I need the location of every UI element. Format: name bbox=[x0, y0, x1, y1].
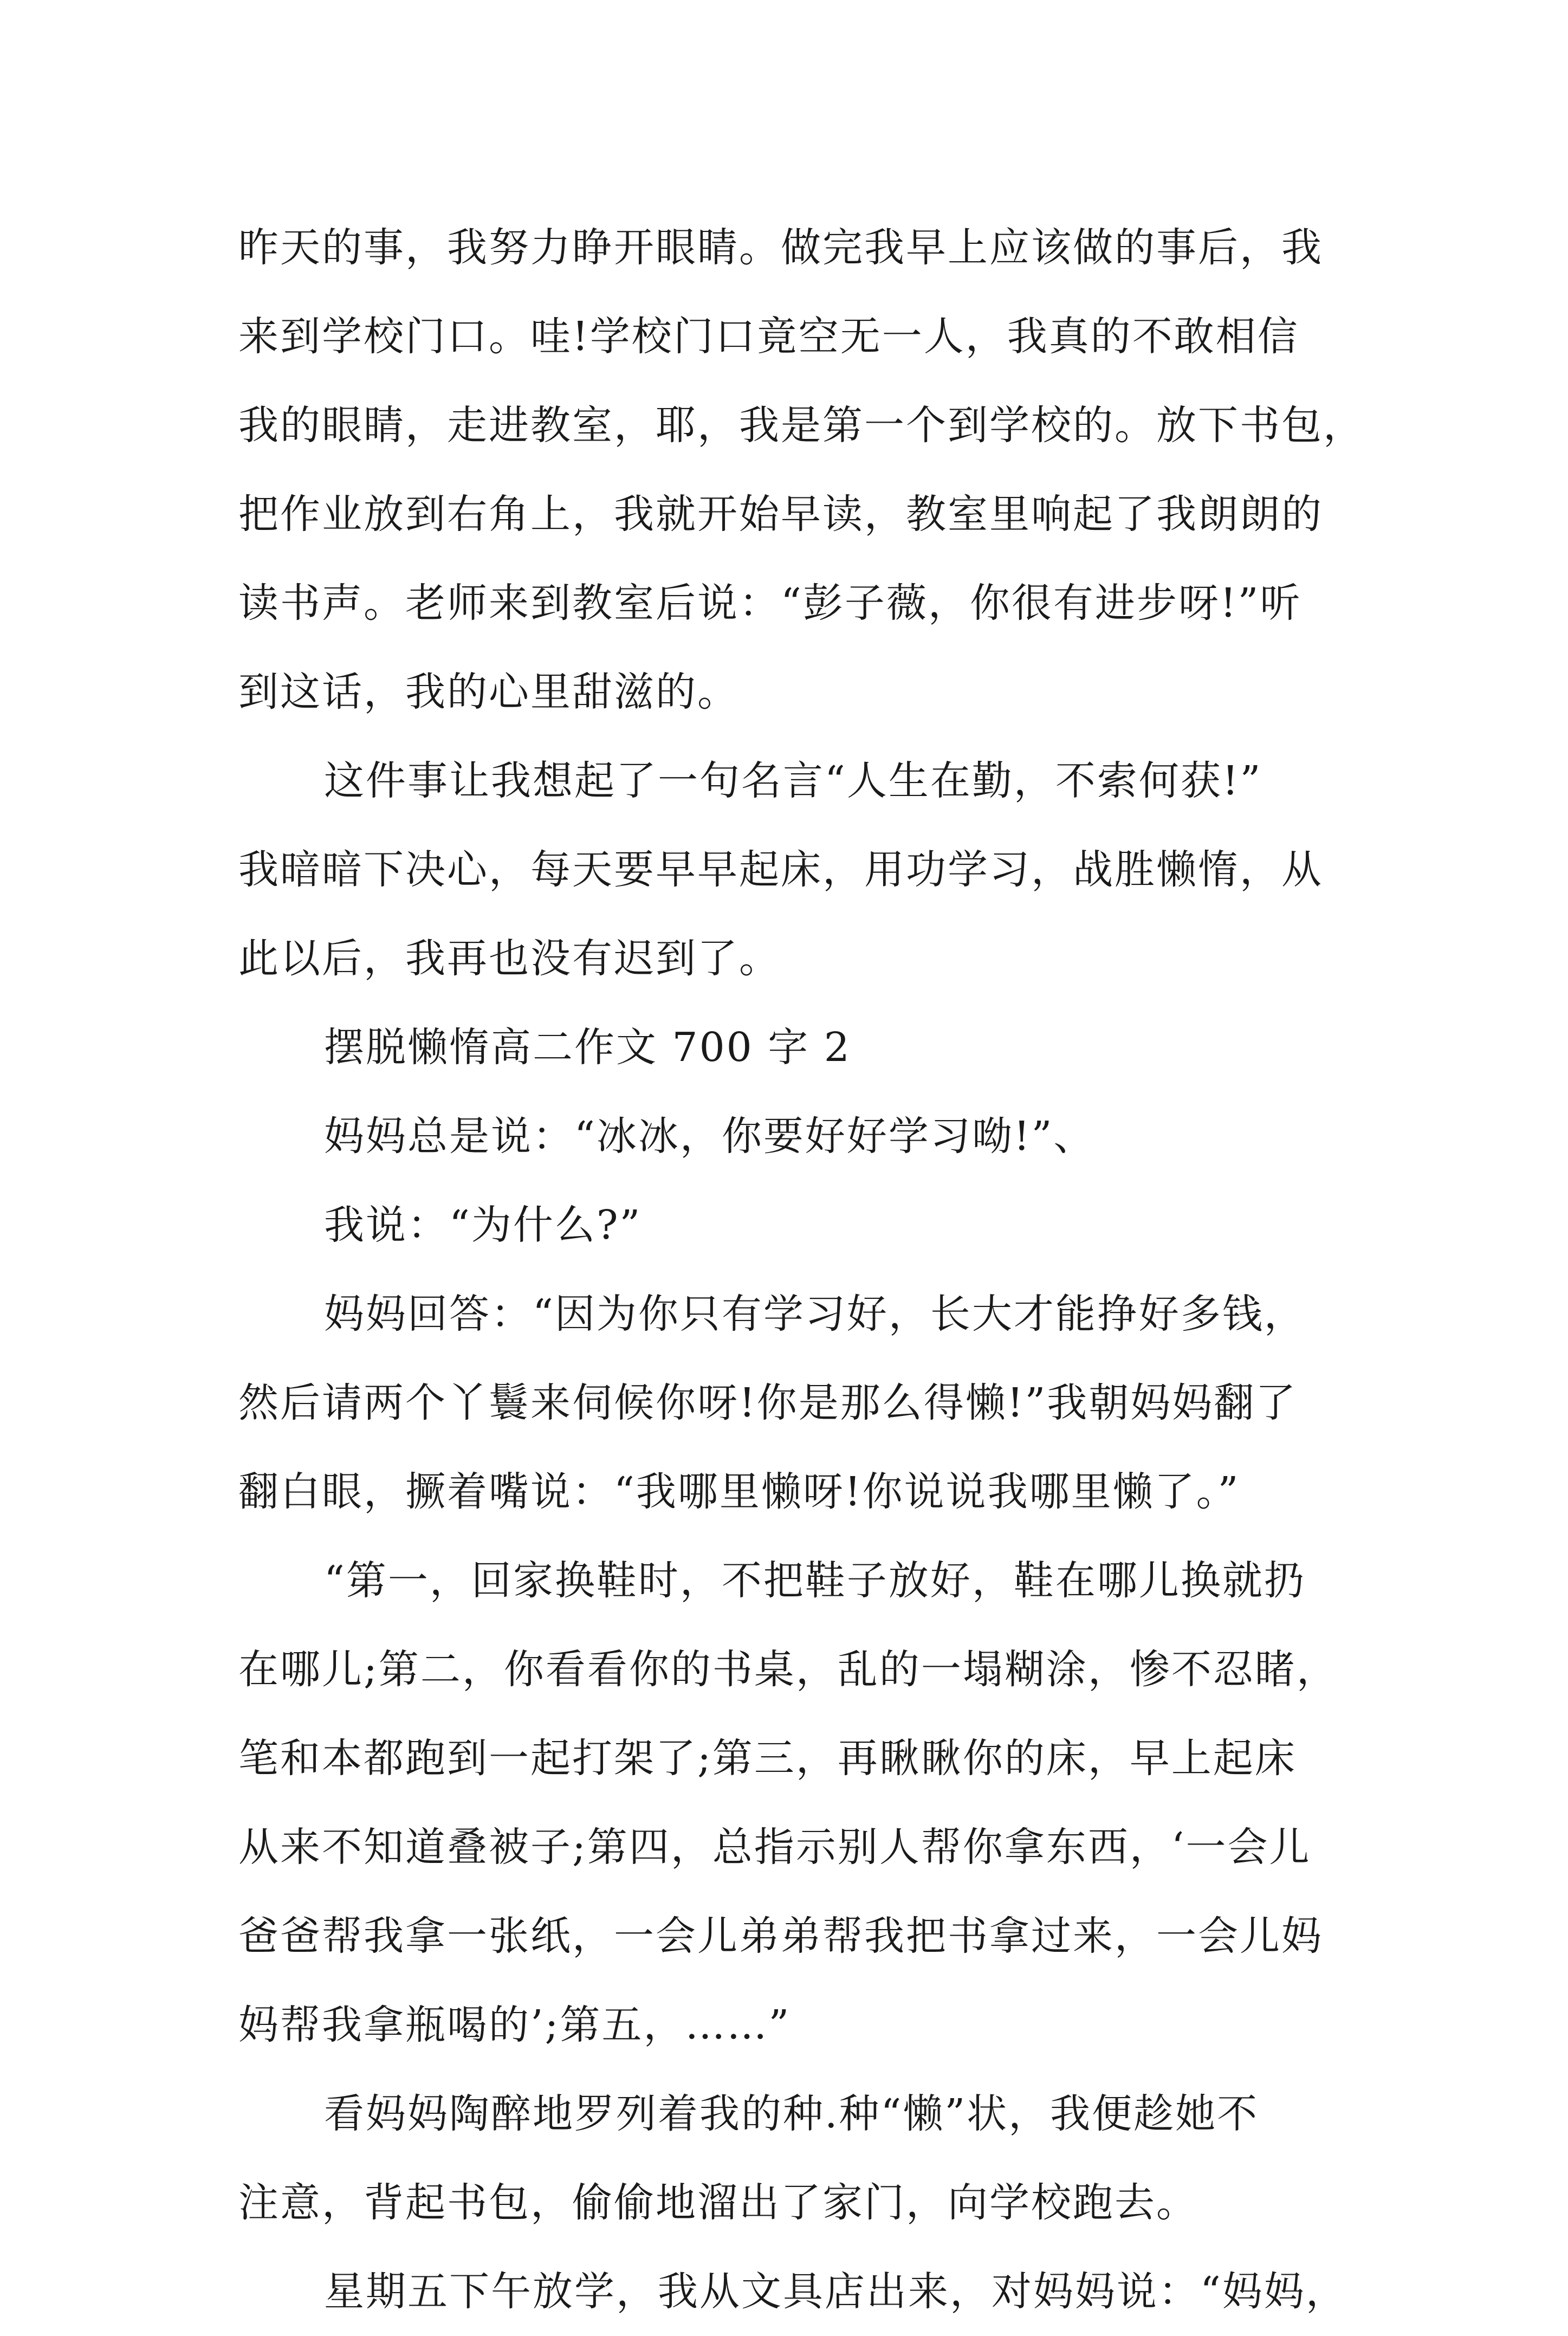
text-line: 笔和本都跑到一起打架了;第三，再瞅瞅你的床，早上起床 bbox=[238, 1735, 1297, 1782]
text-line: 我说：“为什么?” bbox=[324, 1202, 642, 1248]
essay-text bbox=[238, 203, 1387, 2336]
text-line: 爸爸帮我拿一张纸，一会儿弟弟帮我把书拿过来，一会儿妈 bbox=[238, 1913, 1323, 1959]
text-line: 把作业放到右角上，我就开始早读，教室里响起了我朗朗的 bbox=[238, 491, 1323, 538]
text-line: 到这话，我的心里甜滋的。 bbox=[238, 669, 739, 715]
text-line: 翻白眼，撅着嘴说：“我哪里懒呀!你说说我哪里懒了。” bbox=[238, 1468, 1240, 1515]
text-line: 我暗暗下决心，每天要早早起床，用功学习，战胜懒惰，从 bbox=[238, 846, 1323, 893]
section-heading: 摆脱懒惰高二作文 700 字 2 bbox=[324, 1024, 851, 1071]
text-line: 注意，背起书包，偷偷地溜出了家门，向学校跑去。 bbox=[238, 2179, 1198, 2226]
text-line: 妈妈总是说：“冰冰，你要好好学习呦!”、 bbox=[324, 1113, 1096, 1160]
text-line: 从来不知道叠被子;第四，总指示别人帮你拿东西，‘一会儿 bbox=[238, 1824, 1311, 1871]
text-line: 我的眼睛，走进教室，耶，我是第一个到学校的。放下书包， bbox=[238, 402, 1365, 449]
text-line: 星期五下午放学，我从文具店出来，对妈妈说：“妈妈， bbox=[324, 2268, 1347, 2315]
text-line: 来到学校门口。哇!学校门口竟空无一人，我真的不敢相信 bbox=[238, 313, 1299, 360]
text-line: 看妈妈陶醉地罗列着我的种.种“懒”状，我便趁她不 bbox=[324, 2091, 1259, 2137]
text-line: 读书声。老师来到教室后说：“彭子薇，你很有进步呀!”听 bbox=[238, 580, 1302, 626]
text-line: 妈妈回答：“因为你只有学习好，长大才能挣好多钱， bbox=[324, 1291, 1306, 1337]
text-line: “第一，回家换鞋时，不把鞋子放好，鞋在哪儿换就扔 bbox=[324, 1557, 1306, 1604]
text-line: 在哪儿;第二，你看看你的书桌，乱的一塌糊涂，惨不忍睹， bbox=[238, 1646, 1338, 1693]
text-line: 这件事让我想起了一句名言“人生在勤，不索何获!” bbox=[324, 758, 1262, 804]
text-line: 昨天的事，我努力睁开眼睛。做完我早上应该做的事后，我 bbox=[238, 224, 1323, 271]
text-line: 妈帮我拿瓶喝的’;第五，……” bbox=[238, 2002, 791, 2048]
text-line: 此以后，我再也没有迟到了。 bbox=[238, 935, 781, 982]
text-line: 然后请两个丫鬟来伺候你呀!你是那么得懒!”我朝妈妈翻了 bbox=[238, 1380, 1298, 1426]
